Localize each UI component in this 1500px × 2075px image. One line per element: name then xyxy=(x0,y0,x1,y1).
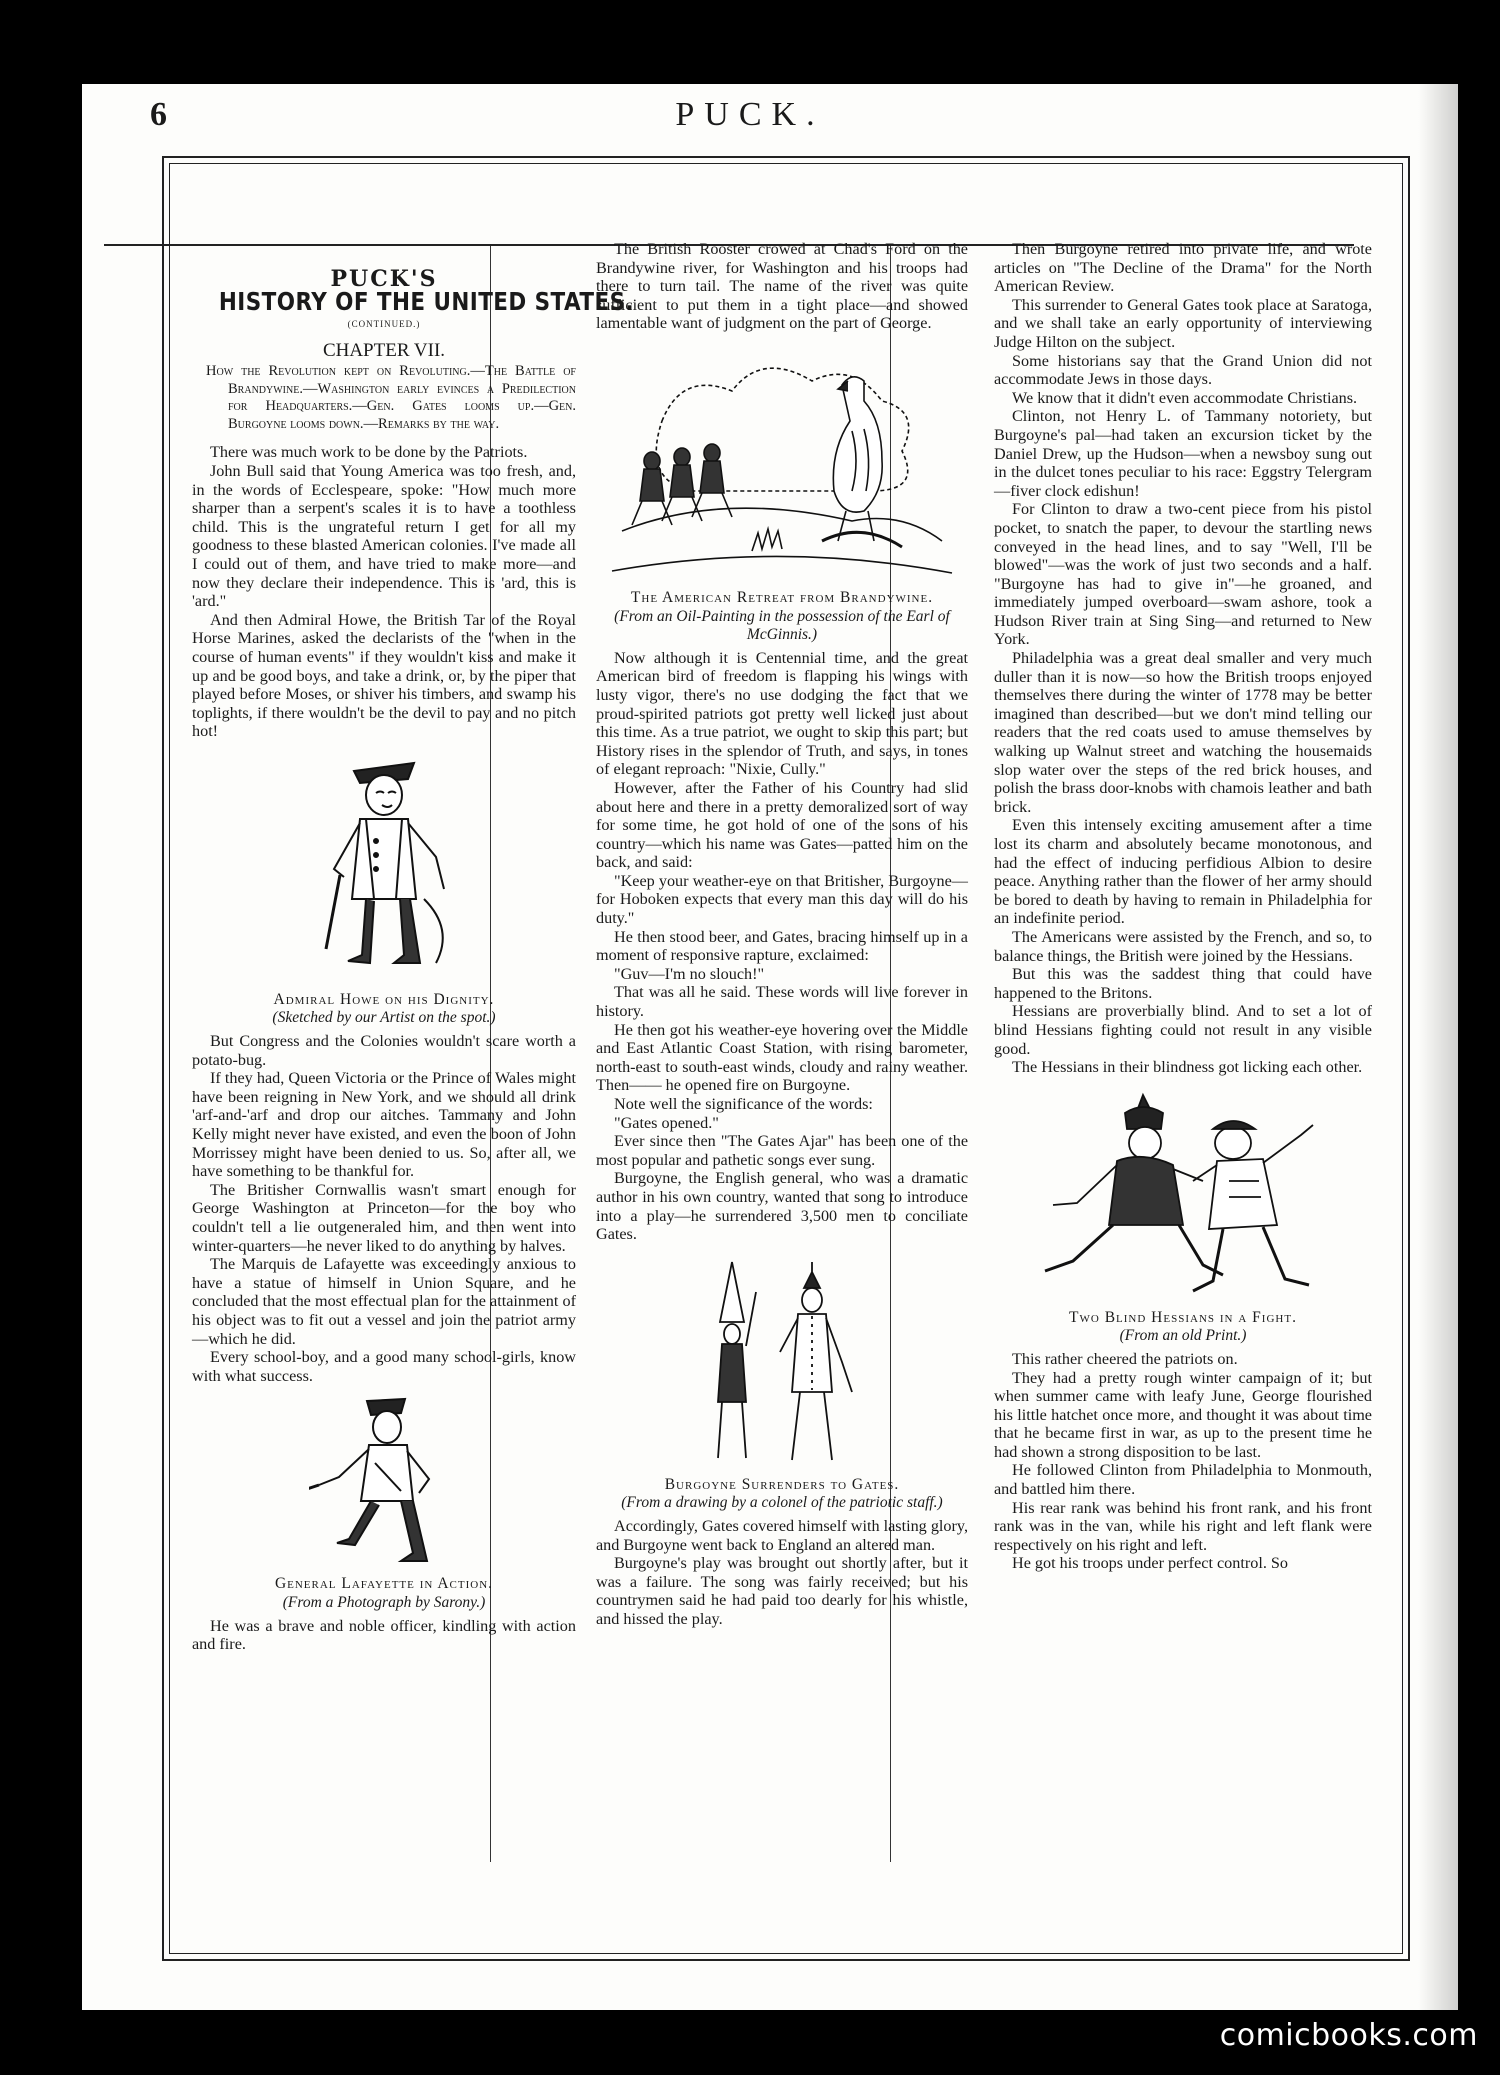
paragraph: Even this intensely exciting amusement after a time lost its charm and absolutely became monotonous, and had the effect of inducing perfidious Albion to desire peace. Anything rather than the flower of her army should be bored to death by having to remain in Philadelphia for an indefinite period. xyxy=(994,816,1372,928)
figure-source: (Sketched by our Artist on the spot.) xyxy=(272,1009,496,1027)
figure-source: (From a drawing by a colonel of the patriotic staff.) xyxy=(621,1494,943,1512)
figure-caption: Burgoyne Surrenders to Gates. xyxy=(664,1475,900,1493)
paragraph: This rather cheered the patriots on. xyxy=(1012,1349,1238,1368)
continued-label: (CONTINUED.) xyxy=(347,319,421,330)
paragraph: He got his troops under perfect control. So xyxy=(1012,1554,1289,1573)
paragraph: "Gates opened." xyxy=(614,1113,719,1132)
paragraph: "Guv—I'm no slouch!" xyxy=(614,964,765,983)
figure-source: (From an old Print.) xyxy=(1119,1327,1247,1345)
column-1 xyxy=(192,244,635,1654)
page-edge-shadow xyxy=(1418,84,1458,2010)
paragraph: He then stood beer, and Gates, bracing himself up in a moment of responsive rapture, exclaimed: xyxy=(596,927,968,965)
paragraph: Clinton, not Henry L. of Tammany notoriety, but Burgoyne's pal—had taken an excursion ticket by the Daniel Drew, up the Hudson—when a newsboy sung out in the dulcet tones peculiar to his race: Eggstry Telergram—fiver clock edishun! xyxy=(994,407,1372,500)
figure-source: (From a Photograph by Sarony.) xyxy=(282,1593,486,1611)
paragraph: We know that it didn't even accommodate Christians. xyxy=(1012,388,1358,407)
paragraph: But this was the saddest thing that could have happened to the Britons. xyxy=(994,965,1372,1002)
article-title-puck: PUCK'S xyxy=(330,266,438,292)
paragraph: His rear rank was behind his front rank, and his front rank was in the van, while his right and left flank were respectively on his right and left. xyxy=(994,1498,1372,1554)
figure-caption: Two Blind Hessians in a Fight. xyxy=(1069,1308,1297,1326)
watermark: comicbooks.com xyxy=(1219,2018,1478,2053)
page-number: 6 xyxy=(150,96,167,133)
figure-source: (From an Oil-Painting in the possession of the Earl of McGinnis.) xyxy=(614,607,950,644)
magazine-title: PUCK. xyxy=(675,96,825,133)
paragraph: Every school-boy, and a good many school-girls, know with what success. xyxy=(192,1348,576,1385)
admiral-howe-illustration xyxy=(304,749,464,987)
column-3 xyxy=(994,240,1372,1573)
paragraph: He was a brave and noble officer, kindling with action and fire. xyxy=(192,1616,576,1654)
column-2 xyxy=(596,240,968,1629)
paragraph: If they had, Queen Victoria or the Prince of Wales might have been reigning in New York, and we should all drink 'arf-and-'arf and drop our aitches. Tammany and John Kelly might never have existed, and even the boon of John Morrissey might have been denied to us. So, after all, we have something to be thankful for. xyxy=(192,1069,576,1181)
paragraph: Burgoyne, the English general, who was a dramatic author in his own country, wanted that song to introduce into a play—he surrendered 3,500 men to conciliate Gates. xyxy=(596,1169,968,1244)
paragraph: The Americans were assisted by the French, and so, to balance things, the British were joined by the Hessians. xyxy=(994,927,1372,965)
chapter-synopsis: How the Revolution kept on Revoluting.—The Battle of Brandywine.—Washington early evinces a Predilection for Headquarters.—Gen. Gates looms up.—Gen. Burgoyne looms down.—Remarks by the way. xyxy=(206,363,576,432)
paragraph: For Clinton to draw a two-cent piece from his pistol pocket, to snatch the paper, to devour the startling news conveyed in the head lines, and to say "Well, I'll be blowed"—was the work of just two seconds and a half. "Burgoyne has had to give in"—he groaned, and immediately jumped overboard—swam ashore, took a Hudson River train at Sing Sing—and returned to New York. xyxy=(994,500,1372,649)
paragraph: Then Burgoyne retired into private life, and wrote articles on "The Decline of the Drama" for the North American Review. xyxy=(994,240,1372,296)
paragraph: And then Admiral Howe, the British Tar of the Royal Horse Marines, asked the declarists of the "when in the course of human events" if they wouldn't kiss and make it up and be good boys, and take a drink, or, by the piper that played before Moses, or shiver his timbers, and swamp his toplights, if there wouldn't be the devil to pay and no pitch hot! xyxy=(192,610,576,741)
paragraph: Hessians are proverbially blind. And to set a lot of blind Hessians fighting could not result in any visible good. xyxy=(994,1002,1372,1058)
figure-caption: General Lafayette in Action. xyxy=(274,1575,494,1593)
paragraph: Some historians say that the Grand Union did not accommodate Jews in those days. xyxy=(994,351,1372,389)
paragraph: Now although it is Centennial time, and the great American bird of freedom is flapping his wings with lusty vigor, there's no use dodging the fact that we proud-spirited patriots got pretty well licked just about this time. As a true patriot, we ought to skip this part; but History rises in the splendor of Truth, and says, in tones of elegant reproach: "Nixie, Cully." xyxy=(596,648,968,779)
paragraph: The Hessians in their blindness got licking each other. xyxy=(1012,1058,1363,1077)
paragraph: "Keep your weather-eye on that Britisher, Burgoyne—for Hoboken expects that every man this day will do his duty." xyxy=(596,871,968,928)
paragraph: However, after the Father of his Country had slid about here and there in a pretty demoralized sort of way for some time, he got hold of one of the sons of his country—which his name was Gates—patted him on the back, and said: xyxy=(596,778,968,872)
paragraph: He then got his weather-eye hovering over the Middle and East Atlantic Coast Station, with rising barometer, north-east to south-east winds, cloudy and rainy weather. Then—— he opened fire on Burgoyne. xyxy=(596,1020,968,1095)
burgoyne-surrenders-illustration xyxy=(692,1252,872,1472)
paragraph: John Bull said that Young America was too fresh, and, in the words of Ecclespeare, spoke: "How much more sharper than a serpent's scales it is to have a toothless child. This is the ungrateful return I get for all my goodness to these blasted American colonies. I've made all I could out of them, and have tried to make more—and now they declare their independence. This is 'ard, this is 'ard." xyxy=(192,461,576,611)
paragraph: But Congress and the Colonies wouldn't scare worth a potato-bug. xyxy=(192,1032,576,1069)
paragraph: That was all he said. These words will live forever in history. xyxy=(596,983,968,1021)
lafayette-illustration xyxy=(309,1393,459,1571)
paragraph: The Britisher Cornwallis wasn't smart enough for George Washington at Princeton—for the boy who couldn't tell a lie outgeneraled him, and then went into winter-quarters—he never liked to do anything by halves. xyxy=(192,1180,576,1255)
paragraph: Philadelphia was a great deal smaller and very much duller than it is now—so how the British troops enjoyed themselves there during the winter of 1778 may be better imagined than described—but we don't mind telling our readers that the red coats used to amuse themselves by walking up Walnut street and watching the housemaids slop water over the steps of the red brick houses, and polish the brass door-knobs with chamois leather and bath brick. xyxy=(994,649,1372,816)
paragraph: Note well the significance of the words: xyxy=(614,1095,873,1113)
paragraph: The British Rooster crowed at Chad's Ford on the Brandywine river, for Washington and his troops had there to turn tail. The name of the river was quite sufficient to put them in a tight place—and showed lamentable want of judgment on the part of George. xyxy=(596,240,968,333)
paragraph: They had a pretty rough winter campaign of it; but when summer came with leafy June, George flourished his little hatchet once more, and thought it was about time that he became first in war, as up to the present time he had shown a strong disposition to be last. xyxy=(994,1368,1372,1461)
paragraph: Burgoyne's play was brought out shortly after, but it was a failure. The song was fairly received; but his countrymen said he had paid too dearly for his whistle, and hissed the play. xyxy=(596,1554,968,1628)
paragraph: He followed Clinton from Philadelphia to Monmouth, and battled him there. xyxy=(994,1461,1372,1499)
blind-hessians-illustration xyxy=(1033,1085,1333,1305)
chapter-heading: CHAPTER VII. xyxy=(322,339,446,361)
article-title-history: HISTORY OF THE UNITED STATES. xyxy=(218,286,635,316)
figure-caption: Admiral Howe on his Dignity. xyxy=(273,990,495,1008)
paragraph: This surrender to General Gates took place at Saratoga, and we shall take an early opportunity of interviewing Judge Hilton on the subject. xyxy=(994,295,1372,351)
brandywine-retreat-illustration xyxy=(602,341,962,585)
paragraph: Ever since then "The Gates Ajar" has been one of the most popular and pathetic songs ever sung. xyxy=(596,1132,968,1169)
figure-caption: The American Retreat from Brandywine. xyxy=(630,588,934,606)
paragraph: Accordingly, Gates covered himself with lasting glory, and Burgoyne went back to England an altered man. xyxy=(596,1516,968,1554)
paragraph: The Marquis de Lafayette was exceedingly anxious to have a statue of himself in Union Square, and he concluded that the most effectual plan for the attainment of his object was to fit out a vessel and join the patriot army—which he did. xyxy=(192,1255,576,1348)
paragraph: There was much work to be done by the Patriots. xyxy=(210,443,528,462)
